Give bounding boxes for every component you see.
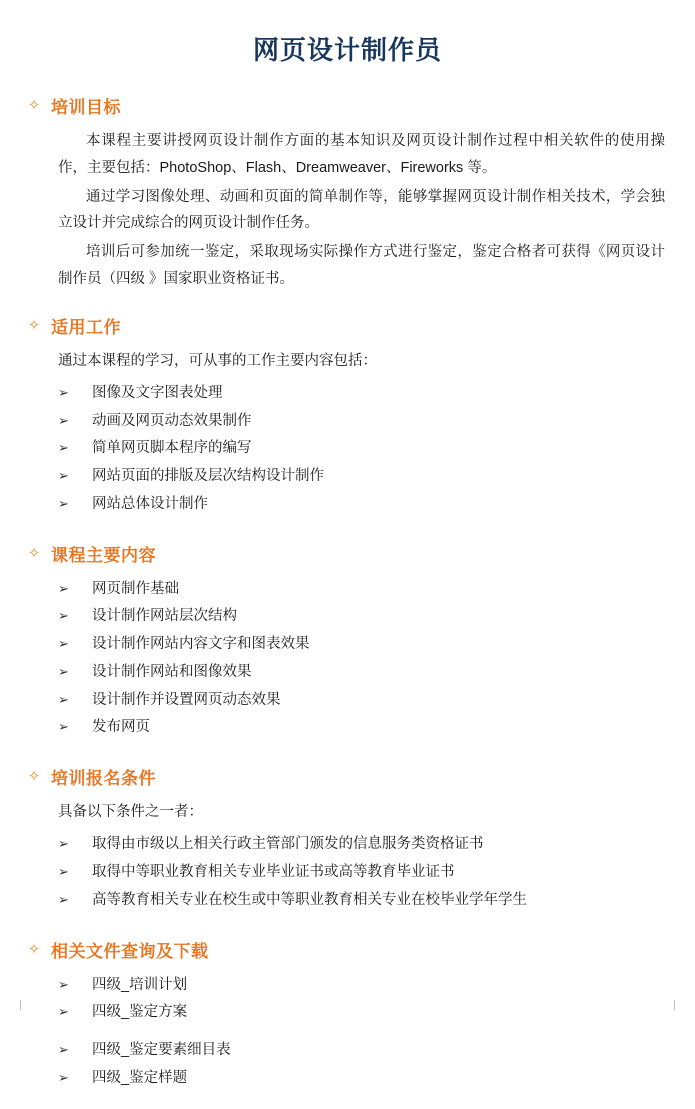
list-item[interactable]	[58, 999, 669, 1027]
section-heading-row	[26, 937, 669, 962]
spacer	[26, 525, 669, 541]
download-link-label[interactable]: 四级_鉴定要素细目表	[92, 1042, 231, 1059]
diamond-bullet-icon: ✧	[27, 316, 41, 334]
arrow-bullet-icon: ➢	[58, 692, 69, 708]
section-title: 适用工作	[51, 317, 121, 337]
section-lead-text: 具备以下条件之一者：	[58, 804, 203, 821]
list-item	[58, 687, 669, 715]
arrow-bullet-icon: ➢	[58, 892, 69, 908]
section-applicable-jobs	[26, 313, 669, 519]
download-list	[26, 972, 669, 1093]
diamond-bullet-icon: ✧	[27, 768, 41, 786]
list-item-label: 取得由市级以上相关行政主管部门颁发的信息服务类资格证书	[92, 836, 484, 853]
arrow-bullet-icon: ➢	[58, 496, 69, 512]
list-item[interactable]	[58, 1037, 669, 1065]
list-item-label: 动画及网页动态效果制作	[92, 412, 252, 429]
list-item	[58, 659, 669, 687]
arrow-bullet-icon: ➢	[58, 385, 69, 401]
list-item[interactable]	[58, 1065, 669, 1093]
paragraph: 通过学习图像处理、动画和页面的简单制作等，能够掌握网页设计制作相关技术，学会独立设计并完成综合的网页设计制作任务。	[58, 188, 665, 232]
section-title: 培训报名条件	[51, 769, 156, 789]
page-title: 网页设计制作员	[252, 35, 442, 65]
list-item	[58, 435, 669, 463]
arrow-bullet-icon: ➢	[58, 441, 69, 457]
list-item-label: 设计制作网站内容文字和图表效果	[92, 636, 310, 653]
paragraph: 培训后可参加统一鉴定，采取现场实际操作方式进行鉴定，鉴定合格者可获得《网页设计制作员（四级 》国家职业资格证书。	[58, 244, 665, 288]
list	[26, 831, 669, 914]
list-item-label: 简单网页脚本程序的编写	[92, 440, 252, 457]
arrow-bullet-icon: ➢	[58, 413, 69, 429]
list-item-label: 网站页面的排版及层次结构设计制作	[92, 468, 324, 485]
spacer	[26, 748, 669, 764]
arrow-bullet-icon: ➢	[58, 664, 69, 680]
list-item	[58, 463, 669, 491]
section-heading-row	[26, 313, 669, 338]
spacer	[26, 921, 669, 937]
page-tick-left	[20, 1000, 21, 1010]
diamond-bullet-icon: ✧	[27, 97, 41, 114]
list-item-label: 网站总体设计制作	[92, 495, 208, 512]
section-title: 相关文件查询及下载	[51, 941, 209, 961]
diamond-bullet-icon: ✧	[27, 940, 41, 958]
arrow-bullet-icon: ➢	[58, 637, 69, 653]
download-link-label[interactable]: 四级_鉴定样题	[92, 1069, 188, 1086]
list-item	[58, 491, 669, 519]
arrow-bullet-icon: ➢	[58, 1043, 69, 1059]
arrow-bullet-icon: ➢	[58, 977, 69, 993]
section-related-downloads	[26, 937, 669, 1093]
spacer	[26, 297, 669, 313]
list-item-label: 设计制作网站层次结构	[92, 608, 237, 625]
diamond-bullet-icon: ✧	[27, 544, 41, 562]
arrow-bullet-icon: ➢	[58, 837, 69, 853]
arrow-bullet-icon: ➢	[58, 865, 69, 881]
list-item	[58, 603, 669, 631]
download-link-label[interactable]: 四级_培训计划	[92, 976, 188, 993]
list-item-label: 取得中等职业教育相关专业毕业证书或高等教育毕业证书	[92, 864, 455, 881]
arrow-bullet-icon: ➢	[58, 1005, 69, 1021]
section-title: 培训目标	[51, 98, 121, 117]
list-item-label: 高等教育相关专业在校生或中等职业教育相关专业在校毕业学年学生	[92, 891, 527, 908]
arrow-bullet-icon: ➢	[58, 720, 69, 736]
list-item-label: 发布网页	[92, 719, 150, 736]
paragraph: 本课程主要讲授网页设计制作方面的基本知识及网页设计制作过程中相关软件的使用操作，主要包括：PhotoShop、Flash、Dreamweaver、Fireworks 等。	[58, 133, 665, 176]
page-tick-right	[674, 1000, 675, 1010]
section-training-goals	[26, 93, 669, 293]
list	[26, 576, 669, 743]
section-heading-row	[26, 93, 669, 118]
list-gap	[58, 1027, 669, 1037]
arrow-bullet-icon: ➢	[58, 1070, 69, 1086]
list-item	[58, 408, 669, 436]
list-item[interactable]	[58, 972, 669, 1000]
section-heading-row	[26, 541, 669, 566]
list-item	[58, 859, 669, 887]
list-item	[58, 576, 669, 604]
section-enrollment-requirements	[26, 764, 669, 914]
download-link-label[interactable]: 四级_鉴定方案	[92, 1004, 188, 1021]
list	[26, 380, 669, 519]
arrow-bullet-icon: ➢	[58, 581, 69, 597]
list-item-label: 设计制作网站和图像效果	[92, 663, 252, 680]
list-item	[58, 714, 669, 742]
list-item	[58, 887, 669, 915]
list-item	[58, 831, 669, 859]
arrow-bullet-icon: ➢	[58, 609, 69, 625]
section-heading-row	[26, 764, 669, 789]
arrow-bullet-icon: ➢	[58, 469, 69, 485]
list-item-label: 网页制作基础	[92, 580, 179, 597]
list-item-label: 设计制作并设置网页动态效果	[92, 691, 281, 708]
list-item-label: 图像及文字图表处理	[92, 384, 223, 401]
list-item	[58, 380, 669, 408]
section-lead-text: 通过本课程的学习，可从事的工作主要内容包括：	[58, 352, 377, 369]
section-course-content	[26, 541, 669, 743]
section-title: 课程主要内容	[51, 545, 156, 565]
list-item	[58, 631, 669, 659]
